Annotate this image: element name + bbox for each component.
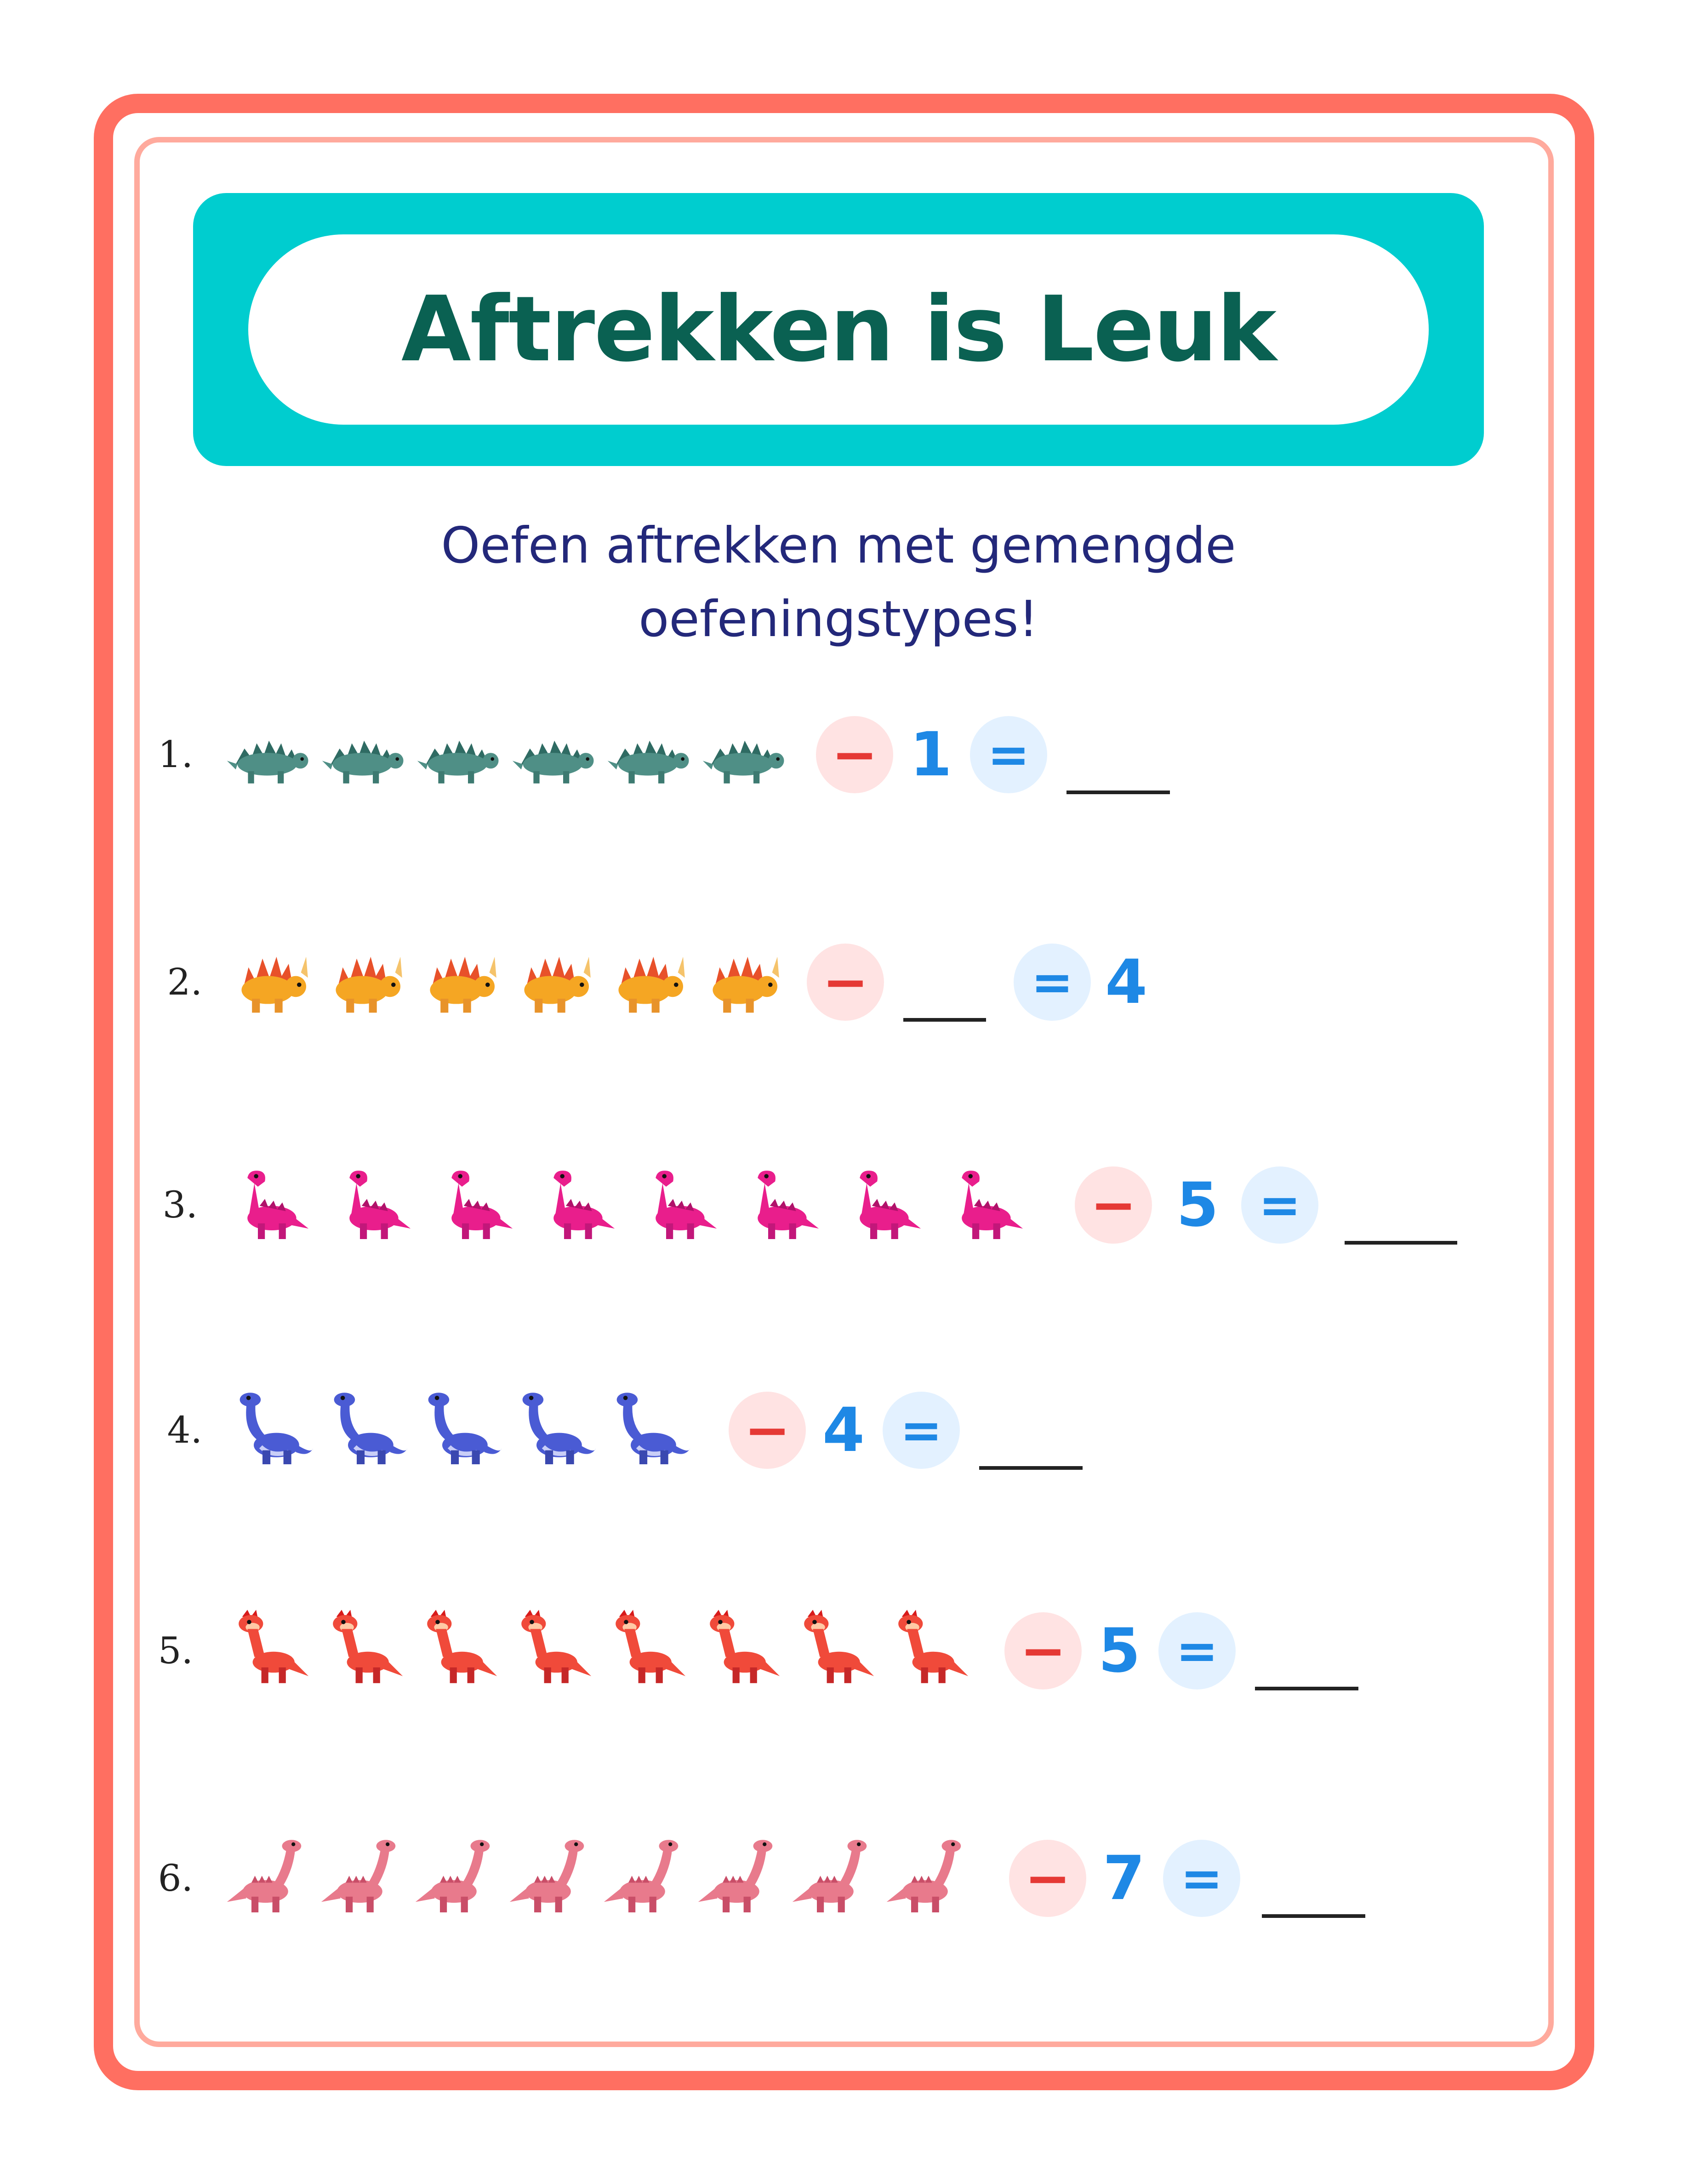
minus-sign: −: [816, 716, 893, 793]
rose-longneck-icon: [885, 1831, 972, 1923]
problem-number: 1.: [158, 733, 193, 776]
problem-4: [0, 1383, 1688, 1494]
minus-sign: −: [1004, 1612, 1082, 1689]
subtitle-line-1: Oefen aftrekken met gemengde: [441, 517, 1236, 574]
pink-dinosaur-icon: [223, 1158, 310, 1250]
subtrahend: 1: [910, 719, 952, 790]
rose-longneck-icon: [791, 1831, 878, 1923]
subtitle: [193, 509, 1484, 656]
equals-sign: =: [1163, 1840, 1240, 1917]
red-raptor-icon: [317, 1604, 405, 1696]
equals-sign: =: [883, 1392, 960, 1469]
page-title: Aftrekken is Leuk: [401, 277, 1276, 382]
blue-brontosaurus-icon: [228, 1383, 315, 1475]
red-raptor-icon: [411, 1604, 499, 1696]
problem-5: [0, 1604, 1688, 1714]
pink-dinosaur-icon: [529, 1158, 616, 1250]
subtrahend: 5: [1176, 1170, 1219, 1240]
blue-brontosaurus-icon: [416, 1383, 503, 1475]
problem-2: [0, 935, 1688, 1046]
equals-sign: =: [1014, 944, 1091, 1021]
problem-6: [0, 1831, 1688, 1942]
problem-1: [0, 708, 1688, 818]
red-raptor-icon: [788, 1604, 876, 1696]
result: 4: [1105, 947, 1147, 1018]
pink-dinosaur-icon: [835, 1158, 923, 1250]
problem-number: 3.: [162, 1183, 198, 1226]
teal-stegosaurus-icon: [511, 708, 598, 800]
minus-sign: −: [729, 1392, 806, 1469]
subtitle-line-2: oefeningstypes!: [639, 591, 1038, 648]
equals-sign: =: [1158, 1612, 1236, 1689]
teal-stegosaurus-icon: [416, 708, 503, 800]
rose-longneck-icon: [696, 1831, 784, 1923]
equals-sign: =: [1241, 1166, 1318, 1244]
rose-longneck-icon: [319, 1831, 407, 1923]
blue-brontosaurus-icon: [322, 1383, 409, 1475]
pink-dinosaur-icon: [937, 1158, 1025, 1250]
orange-stegosaurus-icon: [604, 935, 692, 1027]
answer-blank[interactable]: [979, 1466, 1083, 1470]
subtrahend-blank[interactable]: [903, 1018, 986, 1022]
orange-stegosaurus-icon: [228, 935, 315, 1027]
red-raptor-icon: [694, 1604, 781, 1696]
problem-number: 6.: [158, 1857, 193, 1900]
teal-stegosaurus-icon: [320, 708, 408, 800]
blue-brontosaurus-icon: [604, 1383, 692, 1475]
problem-number: 5.: [158, 1629, 193, 1672]
answer-blank[interactable]: [1262, 1914, 1365, 1918]
problem-3: [0, 1158, 1688, 1268]
subtrahend: 7: [1103, 1843, 1145, 1914]
pink-dinosaur-icon: [325, 1158, 412, 1250]
answer-blank[interactable]: [1255, 1687, 1358, 1690]
equals-sign: =: [970, 716, 1047, 793]
pink-dinosaur-icon: [427, 1158, 514, 1250]
teal-stegosaurus-icon: [701, 708, 788, 800]
minus-sign: −: [1009, 1840, 1086, 1917]
blue-brontosaurus-icon: [510, 1383, 598, 1475]
answer-blank[interactable]: [1066, 791, 1170, 794]
red-raptor-icon: [223, 1604, 310, 1696]
subtrahend: 4: [822, 1395, 865, 1466]
red-raptor-icon: [506, 1604, 593, 1696]
answer-blank[interactable]: [1345, 1241, 1457, 1245]
rose-longneck-icon: [602, 1831, 690, 1923]
red-raptor-icon: [600, 1604, 687, 1696]
problem-number: 2.: [167, 961, 202, 1003]
orange-stegosaurus-icon: [322, 935, 409, 1027]
subtrahend: 5: [1098, 1615, 1141, 1686]
rose-longneck-icon: [414, 1831, 501, 1923]
minus-sign: −: [1075, 1166, 1152, 1244]
orange-stegosaurus-icon: [510, 935, 598, 1027]
rose-longneck-icon: [225, 1831, 313, 1923]
minus-sign: −: [807, 944, 884, 1021]
orange-stegosaurus-icon: [699, 935, 786, 1027]
orange-stegosaurus-icon: [416, 935, 503, 1027]
pink-dinosaur-icon: [631, 1158, 719, 1250]
title-pill: [248, 234, 1429, 425]
red-raptor-icon: [883, 1604, 970, 1696]
problem-number: 4.: [167, 1409, 202, 1451]
rose-longneck-icon: [508, 1831, 595, 1923]
teal-stegosaurus-icon: [606, 708, 693, 800]
pink-dinosaur-icon: [733, 1158, 821, 1250]
teal-stegosaurus-icon: [225, 708, 313, 800]
